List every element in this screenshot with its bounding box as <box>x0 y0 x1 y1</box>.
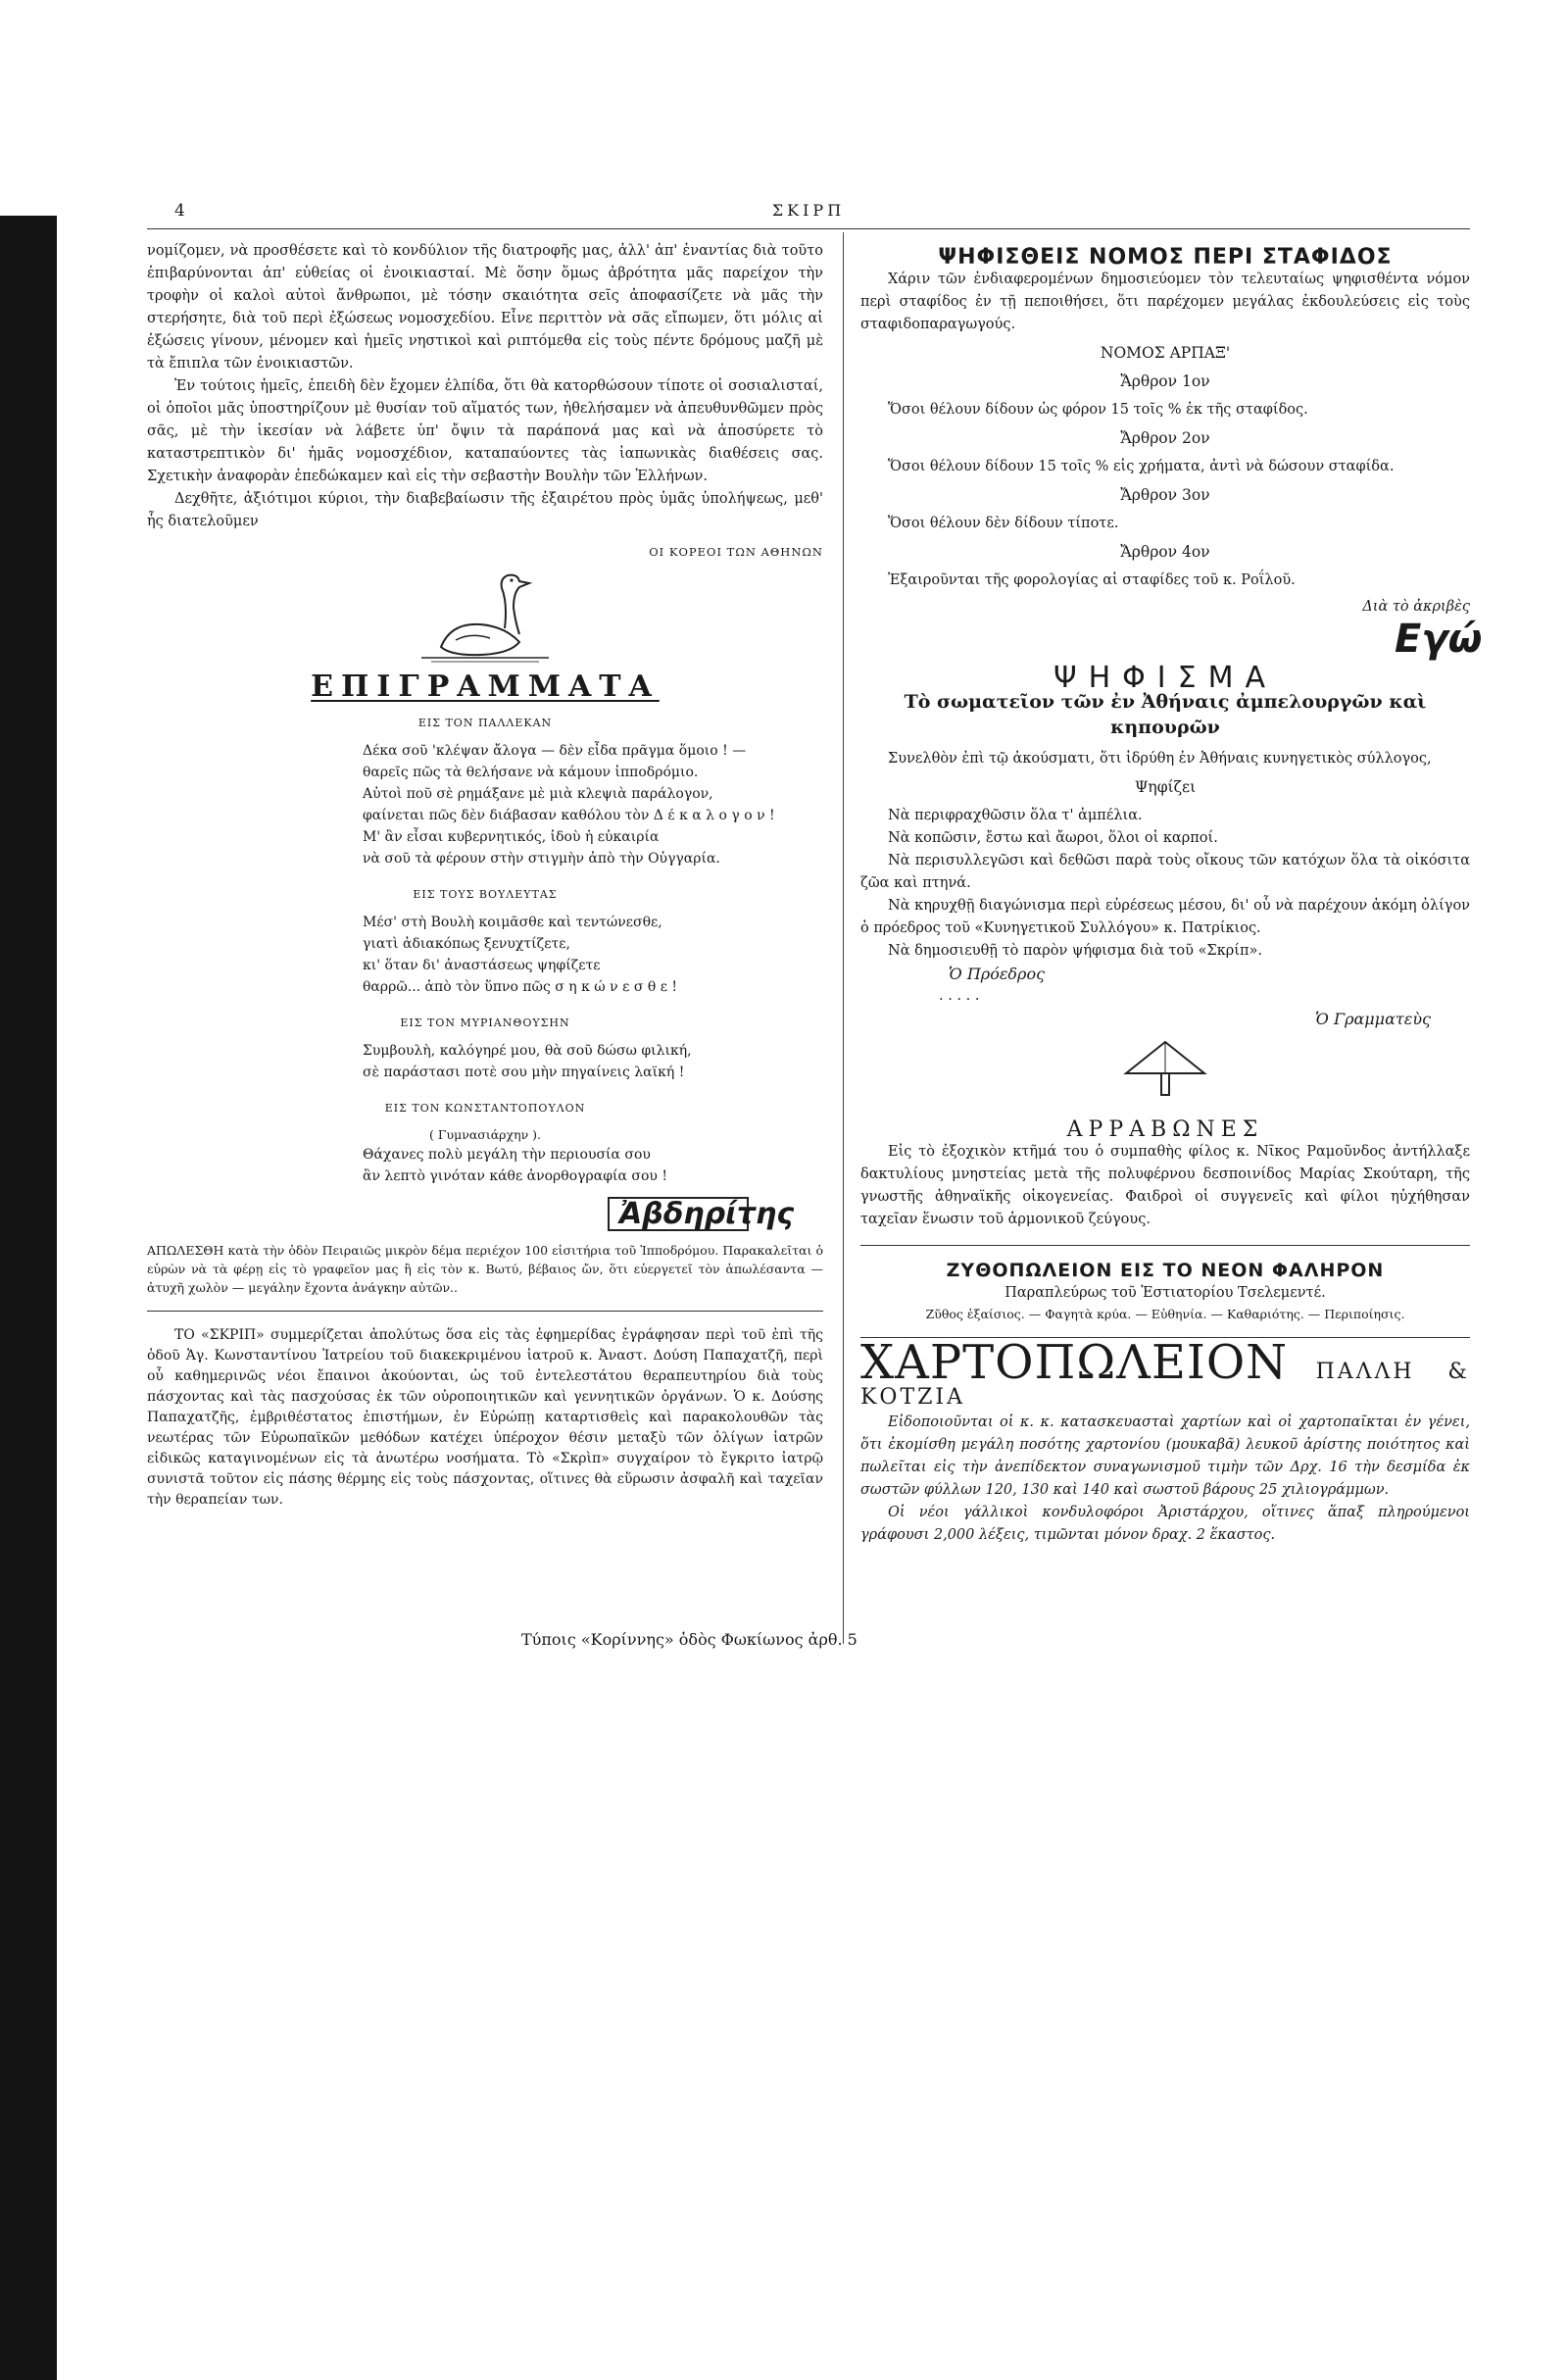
epigram-3 <box>147 1040 823 1083</box>
verse-line: Θάχανες πολὺ μεγάλη τὴν περιουσία σου <box>363 1147 651 1163</box>
goose-illustration <box>412 564 559 671</box>
page-number: 4 <box>174 201 185 221</box>
decree-votes: Ψηφίζει <box>1134 778 1197 796</box>
shop-text: Εἰδοποιοῦνται οἱ κ. κ. κατασκευασταὶ χαρτίων καὶ οἱ χαρτοπαῖκται ἐν γένει, ὅτι ἐκομίσθη μεγάλη ποσότης χαρτονίου (μουκαβᾶ) λευκοῦ ἀρίστης ποιότητος καὶ πωλεῖται εἰς τὴν ἀνεπίδεκτον συναγωνισμοῦ τιμὴν τῶν Δρχ. 16 τὴν δεσμίδα ἐκ σωστῶν φύλλων 120, 130 καὶ 140 καὶ σωστοῦ βάρους 25 χιλιογράμμων. <box>860 1414 1470 1498</box>
epigram-2 <box>147 912 823 998</box>
signature-scrawl: Ἀβδηρίτης <box>608 1197 749 1231</box>
tree-illustration <box>1116 1034 1214 1103</box>
epigram-1-heading: ΕΙΣ ΤΟΝ ΠΑΛΛΕΚΑΝ <box>417 717 553 729</box>
verse-line: θαρεῖς πῶς τὰ θελήσανε νὰ κάμουν ἱπποδρόμιο. <box>363 765 699 780</box>
letter-signature: ΟΙ ΚΟΡΕΟΙ ΤΩΝ ΑΘΗΝΩΝ <box>649 545 823 559</box>
law-name: ΝΟΜΟΣ ΑΡΠΑΞ' <box>1100 344 1231 362</box>
decree-subtitle: Τὸ σωματεῖον τῶν ἐν Ἀθήναις ἀμπελουργῶν καὶ κηπουρῶν <box>904 691 1427 738</box>
decree-item: Νὰ δημοσιευθῇ τὸ παρὸν ψήφισμα διὰ τοῦ «Σκρίπ». <box>888 943 1262 959</box>
decree-president: Ὁ Πρόεδρος <box>949 965 1046 983</box>
shop-text-2: Οἱ νέοι γάλλικοὶ κονδυλοφόροι Ἀριστάρχου, οἵτινες ἅπαξ πληρούμενοι γράφουσι 2,000 λέξεις, τιμῶνται μόνον δραχ. 2 ἕκαστος. <box>860 1505 1470 1543</box>
decree-secretary: Ὁ Γραμματεὺς <box>1315 1010 1431 1028</box>
article-2-heading: Ἄρθρον 2ον <box>1120 429 1210 447</box>
verse-line: σὲ παράστασι ποτὲ σου μὴν πηγαίνεις λαϊκή ! <box>363 1065 685 1080</box>
epigram-4-heading: ΕΙΣ ΤΟΝ ΚΩΝΣΤΑΝΤΟΠΟΥΛΟΝ <box>384 1102 586 1115</box>
verse-line: φαίνεται πῶς δὲν διάβασαν καθόλου τὸν Δ έ κ α λ ο γ ο ν ! <box>363 808 775 823</box>
masthead-title: ΣΚΙΡΠ <box>771 201 846 220</box>
verse-line: γιατὶ ἀδιακόπως ξενυχτίζετε, <box>363 936 570 952</box>
shop-names: ΠΑΛΛΗ & ΚΟΤΖΙΑ <box>860 1360 1470 1410</box>
epigram-4-subheading: ( Γυμνασιάρχην ). <box>429 1127 541 1142</box>
verse-line: Δέκα σοῦ 'κλέψαν ἄλογα — δὲν εἶδα πρᾶγμα ὅμοιο ! — <box>363 743 747 759</box>
decree-title: ΨΗΦΙΣΜΑ <box>1054 661 1277 695</box>
newspaper-page <box>147 201 1483 2152</box>
epigram-2-heading: ΕΙΣ ΤΟΥΣ ΒΟΥΛΕΥΤΑΣ <box>413 888 558 901</box>
printer-imprint: Τύποις «Κορίννης» ὁδὸς Φωκίωνος ἀρθ. 5 <box>521 1630 858 1649</box>
divider <box>860 1245 1470 1246</box>
article-4-heading: Ἄρθρον 4ον <box>1120 543 1210 561</box>
skrip-notice: ΤΟ «ΣΚΡΙΠ» συμμερίζεται ἀπολύτως ὅσα εἰς τὰς ἐφημερίδας ἐγράφησαν περὶ τοῦ ἐπὶ τῆς ὁδοῦ Ἁγ. Κωνσταντίνου Ἰατρείου τοῦ διακεκριμένου ἰατροῦ κ. Ἀναστ. Δούση Παπαχατζῆ, περὶ οὗ καθημερινῶς νέοι ἔπαινοι ἀκούονται, ὡς τοῦ ἐντελεστάτου θεραπευτηρίου διὰ τοὺς πάσχοντας καὶ τὰς πασχούσας ἐκ τῶν οὐροποιητικῶν καὶ γεννητικῶν ὀργάνων. Ὁ κ. Δούσης Παπαχατζῆς, ἐμβριθέστατος ἐπιστήμων, ἐν Εὐρώπῃ καταρτισθεὶς καὶ παρακολουθῶν τὰς νεωτέρας τῶν Εὐρωπαϊκῶν μεθόδων κατέχει ὑπέροχον θέσιν μεταξὺ τῶν ὀλίγων ἰατρῶν εἰδικῶς καταγινομένων εἰς τὰ ἀνωτέρω νοσήματα. Τὸ «Σκρὶπ» συγχαίρον τὸ ἔγκριτο ἰατρῷ συνιστᾶ τοῦτον εἰς πάσης θέρμης εἰς τοὺς πάσχοντας, οἵτινες θὰ εὕρωσιν ἀσφαλῆ καὶ ταχεῖαν τὴν θεραπείαν των. <box>147 1327 823 1508</box>
shop-banner <box>860 1335 1470 1412</box>
column-divider <box>843 232 844 1644</box>
left-column <box>147 240 823 1511</box>
verse-line: Συμβουλὴ, καλόγηρέ μου, θὰ σοῦ δώσω φιλική, <box>363 1043 692 1059</box>
law-closing: Διὰ τὸ ἀκριβὲς <box>1362 599 1470 615</box>
letter-paragraph-1: νομίζομεν, νὰ προσθέσετε καὶ τὸ κονδύλιον τῆς διατροφῆς μας, ἀλλ' ἀπ' ἐναντίας διὰ τοῦτο ἐπιβαρύνονται ἀπ' εὐθείας οἱ ἐνοικιασταί. Μὲ ὅσην ὅμως ἀβρότητα μᾶς παρείχον τὴν τροφὴν οἱ καλοὶ αὐτοὶ ἄνθρωποι, μὲ τόσην σκαιότητα σεῖς ἀποφασίζετε νὰ μᾶς τὴν στερήσητε, διὰ τοῦ περὶ ἐξώσεως νομοσχεδίου. Εἶνε περιττὸν νὰ σᾶς εἴπωμεν, ὅτι μόλις αἱ ἐξώσεις γίνουν, μένομεν καὶ ἡμεῖς νηστικοὶ καὶ ριπτόμεθα εἰς τοὺς πέντε δρόμους μαζῆ μὲ τὰ ἔπιπλα τῶν ἐνοικιαστῶν. <box>147 243 823 372</box>
article-4: Ἐξαιροῦνται τῆς φορολογίας αἱ σταφίδες τοῦ κ. Ροΐλοῦ. <box>888 572 1296 588</box>
article-2: Ὅσοι θέλουν δίδουν 15 τοῖς % εἰς χρήματα, ἀντὶ νὰ δώσουν σταφίδα. <box>888 459 1395 474</box>
epigram-1 <box>147 740 823 869</box>
decree-item: Νὰ κοπῶσιν, ἔστω καὶ ἄωροι, ὅλοι οἱ καρποί. <box>888 830 1218 846</box>
right-column <box>860 238 1483 1547</box>
tavern-line-1: Παραπλεύρως τοῦ Ἑστιατορίου Τσελεμεντέ. <box>1004 1285 1326 1301</box>
scan-edge-shadow <box>0 216 57 2380</box>
header-rule <box>147 228 1470 229</box>
shop-title: ΧΑΡΤΟΠΩΛΕΙΟΝ <box>860 1335 1289 1390</box>
decree-dots: . . . . . <box>939 988 980 1004</box>
decree-item: Νὰ κηρυχθῇ διαγώνισμα περὶ εὑρέσεως μέσου, δι' οὗ νὰ παρέχουν ἀκόμη ὀλίγον ὁ πρόεδρος τοῦ «Κυνηγετικοῦ Συλλόγου» κ. Πατρίκιος. <box>860 898 1470 936</box>
decree-item: Νὰ περιφραχθῶσιν ὅλα τ' ἀμπέλια. <box>888 808 1143 823</box>
law-stamp: Εγώ <box>1395 617 1483 662</box>
law-title: ΨΗΦΙΣΘΕΙΣ ΝΟΜΟΣ ΠΕΡΙ ΣΤΑΦΙΔΟΣ <box>938 245 1393 270</box>
page-header <box>147 201 1470 226</box>
article-3: Ὅσοι θέλουν δὲν δίδουν τίποτε. <box>888 516 1119 531</box>
letter-paragraph-2: Ἐν τούτοις ἡμεῖς, ἐπειδὴ δὲν ἔχομεν ἐλπίδα, ὅτι θὰ κατορθώσουν τίποτε οἱ σοσιαλισταί, οἱ ὁποῖοι μᾶς ὑποστηρίζουν μὲ θυσίαν τοῦ αἵματός των, ἠθελήσαμεν νὰ ἀπευθυνθῶμεν πρὸς σᾶς, μὲ τὴν ἱκεσίαν νὰ λάβετε ὑπ' ὄψιν τὰ παράπονά μας καὶ νὰ ἀποσύρετε τὸ καταστρεπτικὸν δι' ἡμᾶς νομοσχέδιον, καταπαύοντες τὰς ἰαπωνικὰς διαθέσεις σας. Σχετικὴν ἀναφορὰν ἐπεδώκαμεν καὶ εἰς τὴν σεβαστὴν Βουλὴν τῶν Ἑλλήνων. <box>147 378 823 484</box>
decree-intro: Συνελθὸν ἐπὶ τῷ ἀκούσματι, ὅτι ἱδρύθη ἐν Ἀθήναις κυνηγετικὸς σύλλογος, <box>888 751 1432 767</box>
law-intro: Χάριν τῶν ἐνδιαφερομένων δημοσιεύομεν τὸν τελευταίως ψηφισθέντα νόμον περὶ σταφίδος ἐν τῇ πεποιθήσει, ὅτι παρέχομεν μεγάλας ἐκδουλεύσεις εἰς τοὺς σταφιδοπαραγωγούς. <box>860 272 1470 332</box>
decree-item: Νὰ περισυλλεγῶσι καὶ δεθῶσι παρὰ τοὺς οἴκους τῶν κατόχων ὅλα τὰ οἰκόσιτα ζῶα καὶ πτηνά. <box>860 853 1470 891</box>
verse-line: Αὐτοὶ ποῦ σὲ ρημάξανε μὲ μιὰ κλεψιὰ παράλογον, <box>363 786 713 802</box>
lost-notice: ΑΠΩΛΕΣΘΗ κατὰ τὴν ὁδὸν Πειραιῶς μικρὸν δέμα περιέχον 100 εἰσιτήρια τοῦ Ἱπποδρόμου. Παρακαλεῖται ὁ εὑρὼν νὰ τὰ φέρῃ εἰς τὸ γραφεῖον μας ἢ εἰς τὸν κ. Βωτύ, βέβαιος ὤν, ὅτι εὐεργετεῖ τὸν ἀπωλέσαντα — ἀτυχῆ χωλὸν — μεγάλην ἔχοντα ἀνάγκην αὐτῶν.. <box>147 1243 823 1295</box>
divider <box>147 1311 823 1312</box>
article-1-heading: Ἄρθρον 1ον <box>1120 372 1210 390</box>
letter-paragraph-3: Δεχθῆτε, ἀξιότιμοι κύριοι, τὴν διαβεβαίωσιν τῆς ἐξαιρέτου πρὸς ὑμᾶς ὑπολήψεως, μεθ' ἧς διατελοῦμεν <box>147 491 823 529</box>
verse-line: ἂν λεπτὸ γινόταν κάθε ἀνορθογραφία σου ! <box>363 1168 667 1184</box>
engagement-text: Εἰς τὸ ἐξοχικὸν κτῆμά του ὁ συμπαθὴς φίλος κ. Νῖκος Ραμοῦνδος ἀντήλλαξε δακτυλίους μνηστείας μετὰ τῆς πολυφέρνου δεσποινίδος Μαρίας Σκούταρη, τῆς γνωστῆς ἀθηναϊκῆς οἰκογενείας. Φαιδροὶ οἱ συγγενεῖς καὶ φίλοι ηὐχήθησαν ταχεῖαν ἕνωσιν τοῦ ἁρμονικοῦ ζεύγους. <box>860 1144 1470 1227</box>
engagements-title: ΑΡΡΑΒΩΝΕΣ <box>1066 1117 1264 1142</box>
epigrams-title: ΕΠΙΓΡΑΜΜΑΤΑ <box>311 669 660 704</box>
epigram-3-heading: ΕΙΣ ΤΟΝ ΜΥΡΙΑΝΘΟΥΣΗΝ <box>400 1016 570 1029</box>
verse-line: θαρρῶ... ἀπὸ τὸν ὕπνο πῶς σ η κ ώ ν ε σ θ ε ! <box>363 979 678 995</box>
tavern-title: ΖΥΘΟΠΩΛΕΙΟΝ ΕΙΣ ΤΟ ΝΕΟΝ ΦΑΛΗΡΟΝ <box>946 1260 1385 1281</box>
verse-line: Μέσ' στὴ Βουλὴ κοιμᾶσθε καὶ τεντώνεσθε, <box>363 915 662 930</box>
verse-line: κι' ὅταν δι' ἀναστάσεως ψηφίζετε <box>363 958 601 973</box>
article-3-heading: Ἄρθρον 3ον <box>1120 486 1210 504</box>
epigram-4 <box>147 1144 823 1187</box>
verse-line: Μ' ἂν εἶσαι κυβερνητικός, ἰδοὺ ἡ εὐκαιρία <box>363 829 660 845</box>
verse-line: νὰ σοῦ τὰ φέρουν στὴν στιγμὴν ἀπὸ τὴν Οὐγγαρία. <box>363 851 720 867</box>
tavern-line-2: Ζῦθος ἐξαίσιος. — Φαγητὰ κρύα. — Εὐθηνία. — Καθαριότης. — Περιποίησις. <box>925 1307 1405 1321</box>
article-1: Ὅσοι θέλουν δίδουν ὡς φόρον 15 τοῖς % ἐκ τῆς σταφίδος. <box>888 402 1308 418</box>
